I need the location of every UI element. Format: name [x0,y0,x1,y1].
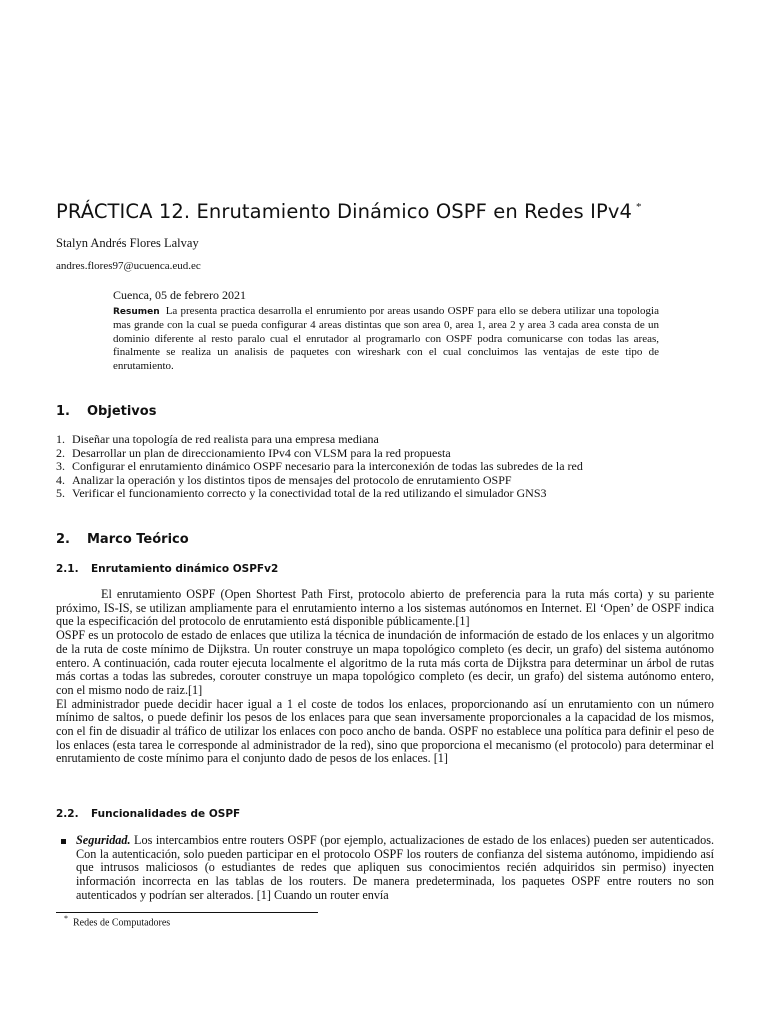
list-number: 2. [56,445,65,460]
paragraph: El administrador puede decidir hacer igual a 1 el coste de todos los enlaces, proporcionando así un enrutamiento con un número mínimo de saltos, o puede definir los pesos de los enlaces para que sean inversamente proporcionales a la capacidad de los mismos, con el fin de disuadir al tráfico de utilizar los enlaces con poco ancho de banda. OSPF no establece una política para definir el peso de los enlaces (esta tarea le corresponde al administrador de la red), sino que proporciona el mecanismo (el protocolo) para determinar el enrutamiento de coste mínimo para el conjunto dado de pesos de los enlaces. [1] [56,696,714,766]
list-item-text: Verificar el funcionamiento correcto y la conectividad total de la red utilizando el simulador GNS3 [72,486,547,501]
section-body [56,588,714,766]
list-item [56,447,736,461]
bullet-item [76,834,714,903]
paper-title-text: PRÁCTICA 12. Enrutamiento Dinámico OSPF en Redes IPv4 [56,200,632,223]
abstract-text: La presenta practica desarrolla el enrumiento por areas usando OSPF para ello se debera utilizar una topologia mas grande con la cual se pueda configurar 4 areas distintas que son area 0, area 1, area 2 y area 3 cada area consta de un dominio diferente al resto paralo cual el enrutador al programarlo con OSPF podra comunicarse con todas las areas, finalmente se realiza un analisis de paquetes con wireshark con el cual concluimos las ventajas de este tipo de enrutamiento. [113,305,659,372]
list-item-text: Desarrollar un plan de direccionamiento IPv4 con VLSM para la red propuesta [72,445,451,460]
abstract-label: Resumen [113,307,160,317]
list-number: 1. [56,432,65,446]
subsection-title: Funcionalidades de OSPF [91,808,241,820]
list-item-text: Configurar el enrutamiento dinámico OSPF necesario para la interconexión de todas las subredes de la red [72,459,583,474]
author-email[interactable]: andres.flores97@ucuenca.eud.ec [56,260,201,272]
list-item [56,460,736,474]
subsection-title: Enrutamiento dinámico OSPFv2 [91,563,279,575]
footnote-mark: * [64,914,68,923]
bullet-term: Seguridad. [76,833,131,847]
footnote-rule [56,912,318,913]
footnote [56,914,170,928]
list-number: 5. [56,486,65,501]
section-title: Marco Teórico [87,532,189,547]
author-name: Stalyn Andrés Flores Lalvay [56,236,199,250]
paper-date: Cuenca, 05 de febrero 2021 [113,288,246,302]
abstract [113,305,659,373]
subsection-heading-funcionalidades [56,808,240,820]
list-item-text: Diseñar una topología de red realista para una empresa mediana [72,432,379,446]
list-item [56,433,736,447]
section-heading-objetivos [56,404,156,419]
subsection-number: 2.1. [56,563,79,575]
paragraph: El enrutamiento OSPF (Open Shortest Path First, protocolo abierto de preferencia para la ruta más corta) y su pariente próximo, IS-IS, se utilizan ampliamente para el enrutamiento interno a los sistemas autónomos en Internet. El ‘Open’ de OSPF indica que la especificación del protocolo de enrutamiento está disponible públicamente.[1] [56,587,714,629]
bullet-square-icon [61,839,66,844]
footnote-text: Redes de Computadores [73,917,171,929]
list-item-text: Analizar la operación y los distintos tipos de mensajes del protocolo de enrutamiento OSPF [72,472,512,487]
paper-title [56,200,736,223]
section-number: 2. [56,532,70,547]
list-number: 3. [56,459,65,474]
subsection-heading-ospfv2 [56,563,278,575]
subsection-number: 2.2. [56,808,79,820]
section-heading-marco-teorico [56,532,189,547]
list-number: 4. [56,472,65,487]
section-number: 1. [56,404,70,419]
list-item [56,487,736,501]
section-title: Objetivos [87,404,157,419]
objectives-list [56,433,736,501]
list-item [56,474,736,488]
paragraph: OSPF es un protocolo de estado de enlaces que utiliza la técnica de inundación de información de estado de los enlaces y un algoritmo de la ruta de coste mínimo de Dijkstra. Un router construye un mapa topológico completo (es decir, un grafo) del sistema autónomo entero. A continuación, cada router ejecuta localmente el algoritmo de la ruta más corta de Dijkstra para determinar un árbol de rutas más cortas a todas las subredes, corouter construye un mapa topológico completo (es decir, un grafo) del sistema autónomo entero, con el mismo nodo de raiz.[1] [56,628,714,697]
title-footnote-mark: * [635,201,642,213]
bullet-text: Los intercambios entre routers OSPF (por ejemplo, actualizaciones de estado de los enlaces) pueden ser autenticados. Con la autenticación, solo pueden participar en el protocolo OSPF los routers de confianza del sistema autónomo, impidiendo así que intrusos maliciosos (o estudiantes de redes que apliquen sus conocimientos recién adquiridos sin permiso) inyecten información incorrecta en las tablas de los routers. De manera predeterminada, los paquetes OSPF entre routers no son autenticados y podrían ser alterados. [1] Cuando un router envía [76,833,714,902]
